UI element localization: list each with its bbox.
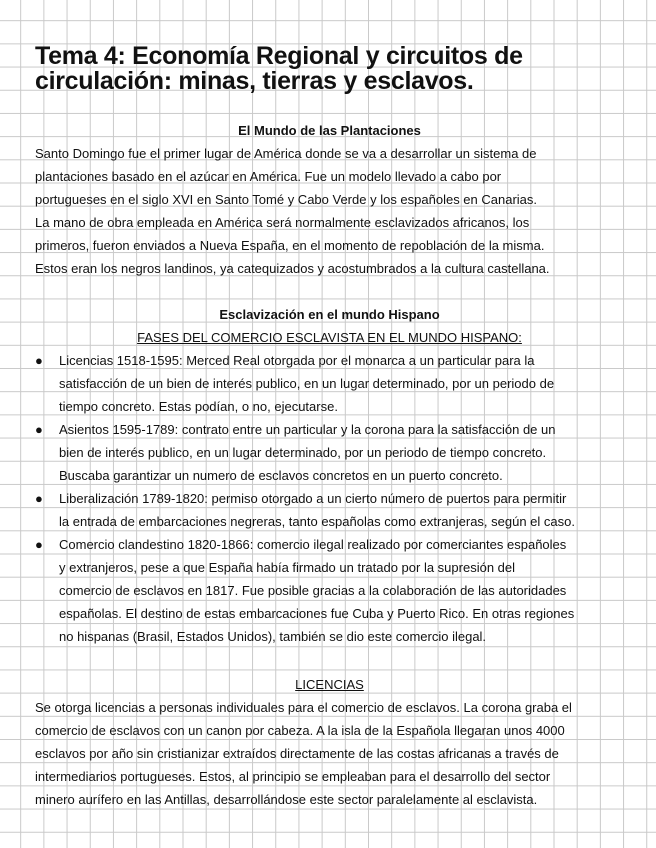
list-item	[35, 418, 624, 487]
text-line: satisfacción de un bien de interés publico, en un lugar determinado, por un periodo de	[59, 376, 555, 391]
text-line: primeros, fueron enviados a Nueva España, en el momento de repoblación de la misma.	[35, 238, 545, 253]
text-line: comercio de esclavos con un canon por cabeza. A la isla de la Española llegaran unos 4000	[35, 723, 565, 738]
paragraph-plantaciones	[35, 142, 624, 280]
paragraph-licencias	[35, 696, 624, 811]
bullet-icon: ●	[35, 491, 43, 506]
title-line: circulación: minas, tierras y esclavos.	[35, 67, 474, 95]
section-heading-plantaciones: El Mundo de las Plantaciones	[238, 123, 421, 138]
page-title	[35, 44, 624, 94]
phases-list	[35, 349, 624, 648]
text-line: Estos eran los negros landinos, ya catequizados y acostumbrados a la cultura castellana.	[35, 261, 550, 276]
list-item	[35, 533, 624, 648]
text-line: portugueses en el siglo XVI en Santo Tomé y Cabo Verde y los españoles en Canarias.	[35, 192, 538, 207]
bullet-icon: ●	[35, 353, 43, 368]
text-line: y extranjeros, pese a que España había firmado un tratado por la supresión del	[59, 560, 516, 575]
text-line: no hispanas (Brasil, Estados Unidos), también se dio este comercio ilegal.	[59, 629, 487, 644]
text-line: Comercio clandestino 1820-1866: comercio ilegal realizado por comerciantes españoles	[59, 537, 567, 552]
list-item	[35, 349, 624, 418]
text-line: Se otorga licencias a personas individuales para el comercio de esclavos. La corona graba el	[35, 700, 572, 715]
section-heading-licencias: LICENCIAS	[295, 677, 364, 692]
text-line: plantaciones basado en el azúcar en América. Fue un modelo llevado a cabo por	[35, 169, 502, 184]
bullet-icon: ●	[35, 422, 43, 437]
title-line: Tema 4: Economía Regional y circuitos de	[35, 42, 523, 70]
text-line: Liberalización 1789-1820: permiso otorgado a un cierto número de puertos para permitir	[59, 491, 567, 506]
text-line: esclavos por año sin cristianizar extraídos directamente de las costas africanas a través de	[35, 746, 559, 761]
text-line: intermediarios portugueses. Estos, al principio se empleaban para el desarrollo del sector	[35, 769, 551, 784]
text-line: bien de interés publico, en un lugar determinado, por un periodo de tiempo concreto.	[59, 445, 547, 460]
text-line: Asientos 1595-1789: contrato entre un particular y la corona para la satisfacción de un	[59, 422, 556, 437]
text-line: La mano de obra empleada en América será normalmente esclavizados africanos, los	[35, 215, 530, 230]
section-heading-esclavizacion: Esclavización en el mundo Hispano	[219, 307, 440, 322]
text-line: Santo Domingo fue el primer lugar de América donde se va a desarrollar un sistema de	[35, 146, 537, 161]
text-line: españolas. El destino de estas embarcaciones fue Cuba y Puerto Rico. En otras regiones	[59, 606, 575, 621]
text-line: la entrada de embarcaciones negreras, tanto españolas como extranjeras, según el caso.	[59, 514, 575, 529]
bullet-icon: ●	[35, 537, 43, 552]
text-line: Buscaba garantizar un numero de esclavos concretos en un puerto concreto.	[59, 468, 503, 483]
section-subheading-fases: FASES DEL COMERCIO ESCLAVISTA EN EL MUNDO HISPANO:	[137, 330, 522, 345]
text-line: comercio de esclavos en 1817. Fue posible gracias a la colaboración de las autoridades	[59, 583, 567, 598]
list-item	[35, 487, 624, 533]
text-line: Licencias 1518-1595: Merced Real otorgada por el monarca a un particular para la	[59, 353, 535, 368]
text-line: minero aurífero en las Antillas, desarrollándose este sector paralelamente al esclavista.	[35, 792, 538, 807]
text-line: tiempo concreto. Estas podían, o no, ejecutarse.	[59, 399, 338, 414]
